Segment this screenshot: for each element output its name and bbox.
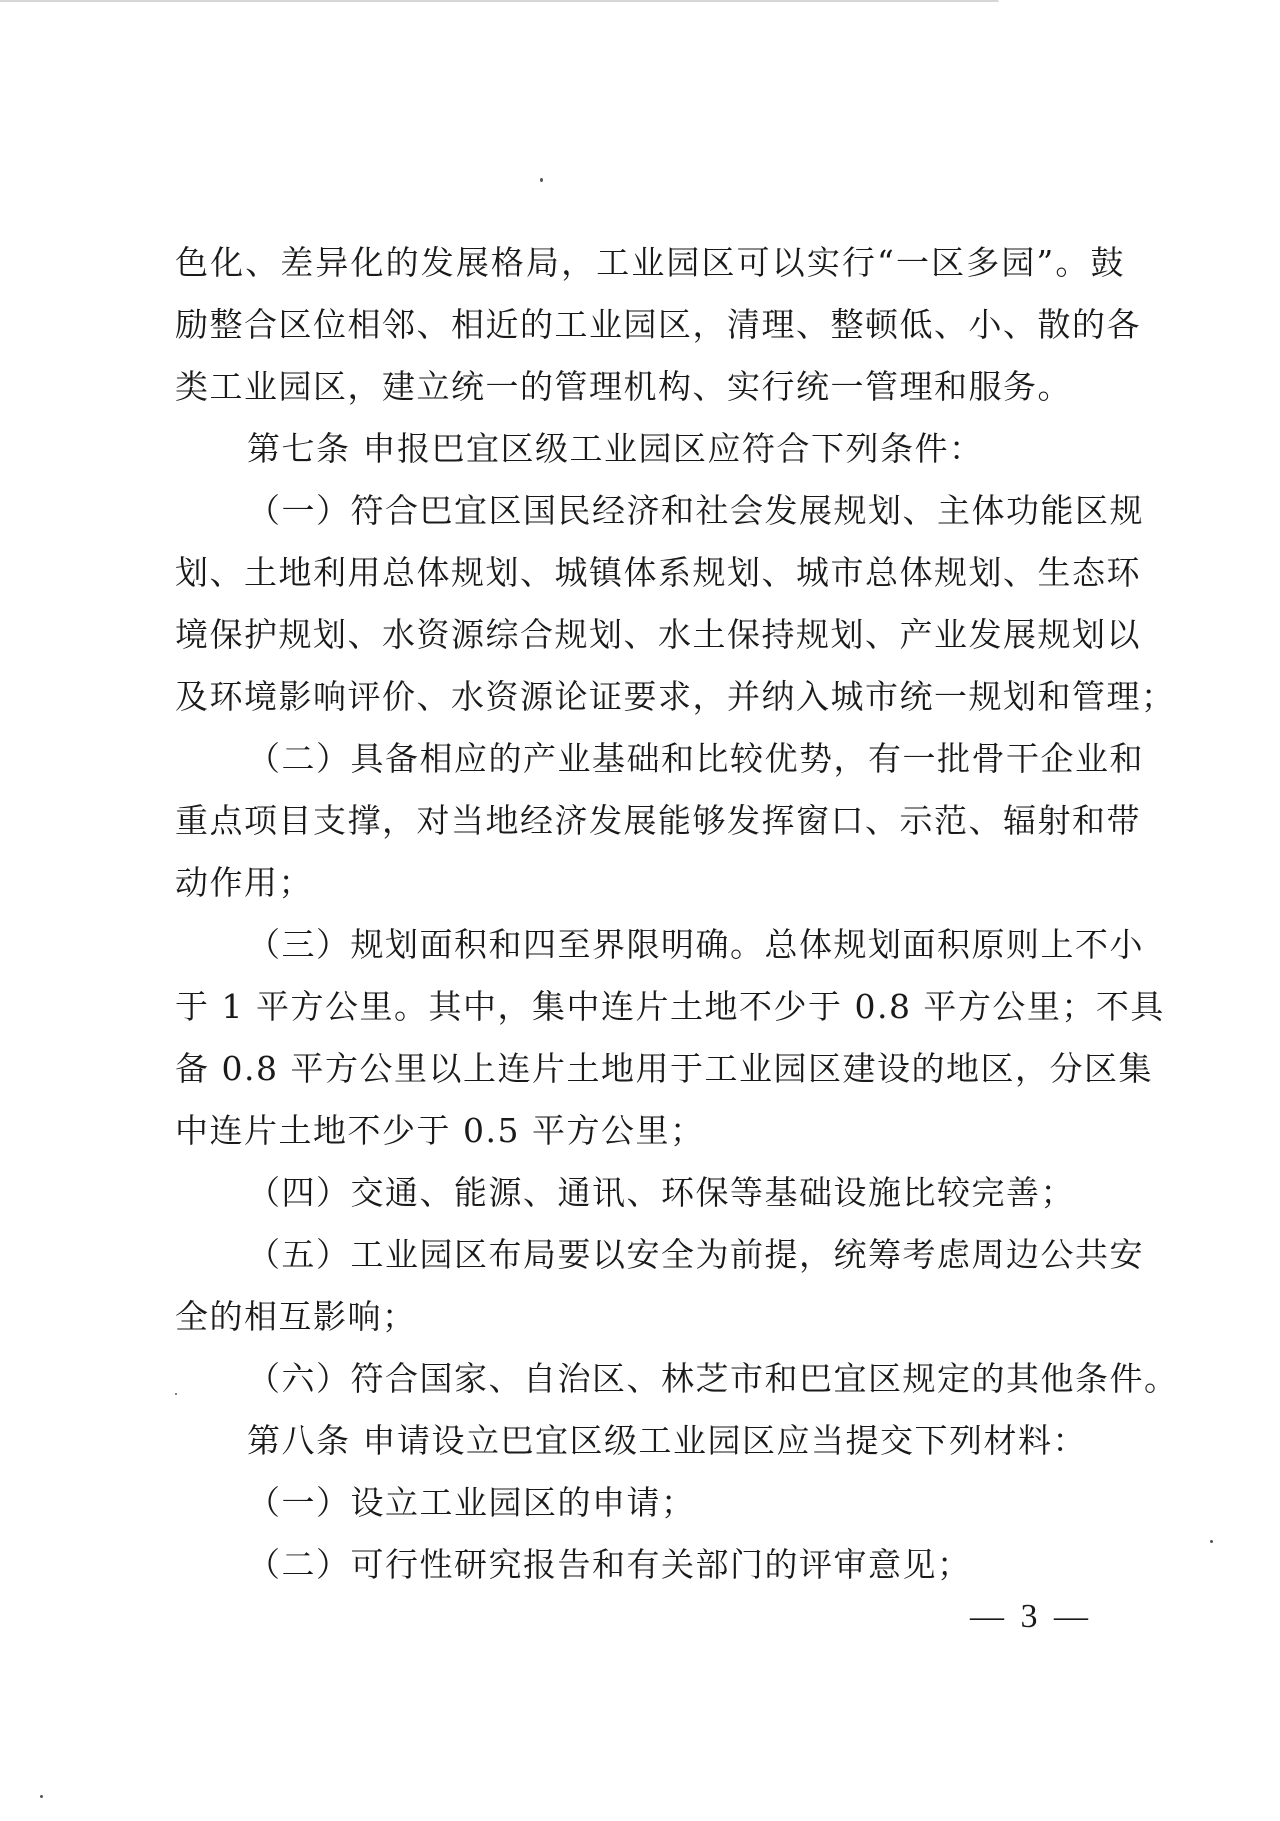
document-body [175,232,1179,1596]
text-line: 中连片土地不少于 0.5 平方公里； [175,1111,705,1150]
text-line: 类工业园区，建立统一的管理机构、实行统一管理和服务。 [175,367,1072,406]
text-line: （六）符合国家、自治区、林芝市和巴宜区规定的其他条件。 [247,1359,1179,1398]
article-heading-8: 第八条 申请设立巴宜区级工业园区应当提交下列材料： [247,1421,1087,1460]
text-line: 境保护规划、水资源综合规划、水土保持规划、产业发展规划以 [175,615,1141,654]
scan-border-line [0,0,1280,2]
text-line: 备 0.8 平方公里以上连片土地用于工业园区建设的地区，分区集 [175,1049,1153,1088]
text-line: 动作用； [175,863,313,902]
text-line: 重点项目支撑，对当地经济发展能够发挥窗口、示范、辐射和带 [175,801,1141,840]
page-number: — 3 — [970,1598,1092,1635]
text-line: （二）可行性研究报告和有关部门的评审意见； [247,1545,972,1584]
text-line: （二）具备相应的产业基础和比较优势，有一批骨干企业和 [247,739,1144,778]
text-line: （五）工业园区布局要以安全为前提，统筹考虑周边公共安 [247,1235,1144,1274]
text-line: 划、土地利用总体规划、城镇体系规划、城市总体规划、生态环 [175,553,1141,592]
scan-speck [1210,1540,1213,1543]
text-line: 于 1 平方公里。其中，集中连片土地不少于 0.8 平方公里；不具 [175,987,1165,1026]
text-line: 及环境影响评价、水资源论证要求，并纳入城市统一规划和管理； [175,677,1176,716]
article-heading-7: 第七条 申报巴宜区级工业园区应符合下列条件： [247,429,984,468]
text-line: 色化、差异化的发展格局，工业园区可以实行“一区多园”。鼓 [175,243,1125,282]
text-line: 励整合区位相邻、相近的工业园区，清理、整顿低、小、散的各 [175,305,1141,344]
text-line: （三）规划面积和四至界限明确。总体规划面积原则上不小 [247,925,1144,964]
scan-speck [40,1795,43,1798]
text-line: 全的相互影响； [175,1297,417,1336]
text-line: （四）交通、能源、通讯、环保等基础设施比较完善； [247,1173,1075,1212]
scan-speck [540,178,543,182]
text-line: （一）符合巴宜区国民经济和社会发展规划、主体功能区规 [247,491,1144,530]
text-line: （一）设立工业园区的申请； [247,1483,696,1522]
